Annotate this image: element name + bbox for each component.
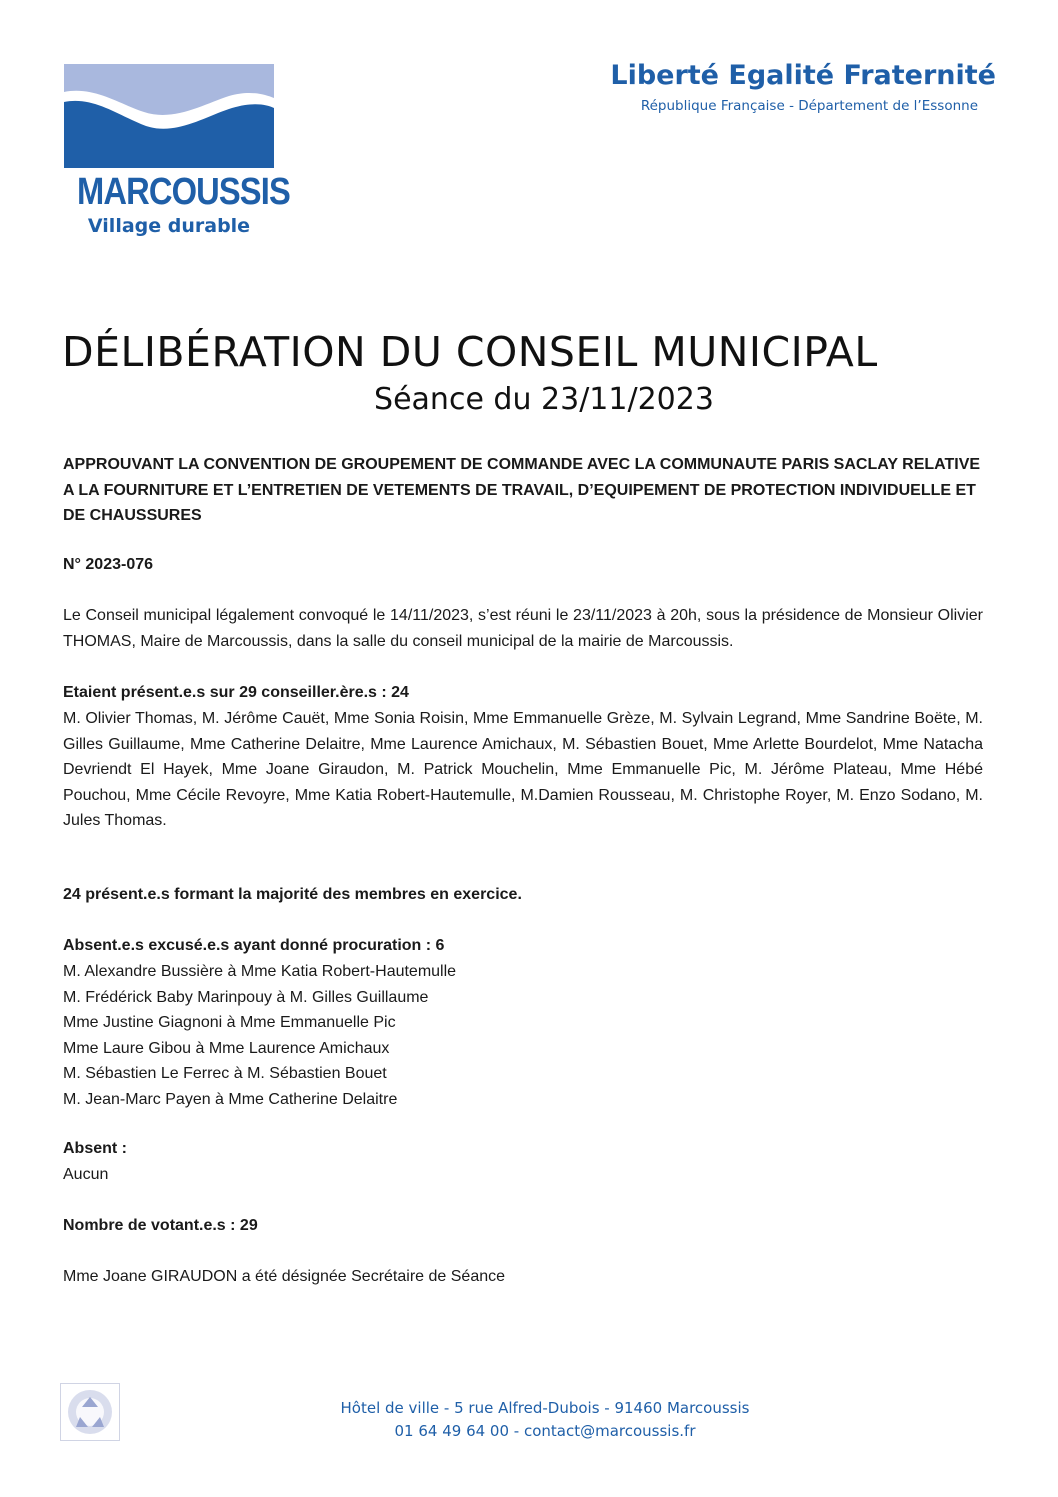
footer-contact: 01 64 49 64 00 - contact@marcoussis.fr: [394, 1422, 696, 1440]
logo-tagline: Village durable: [87, 215, 251, 237]
list-item: Mme Laure Gibou à Mme Laurence Amichaux: [63, 1039, 390, 1057]
footer-address: Hôtel de ville - 5 rue Alfred-Dubois - 91460 Marcoussis: [340, 1399, 750, 1417]
list-item: M. Jean-Marc Payen à Mme Catherine Delaitre: [63, 1090, 398, 1108]
proxy-title: Absent.e.s excusé.e.s ayant donné procuration : 6: [63, 937, 445, 954]
list-item: M. Frédérick Baby Marinpouy à M. Gilles Guillaume: [63, 988, 429, 1006]
absent-value: Aucun: [63, 1166, 109, 1183]
wave-logo-icon: [64, 64, 274, 168]
list-item: Mme Justine Giagnoni à Mme Emmanuelle Pic: [63, 1014, 396, 1031]
deliberation-heading: APPROUVANT LA CONVENTION DE GROUPEMENT DE COMMANDE AVEC LA COMMUNAUTE PARIS SACLAY RELATIVE A LA FOURNITURE ET L’ENTRETIEN DE VETEMENTS DE TRAVAIL, D’EQUIPEMENT DE PROTECTION INDIVIDUELLE ET DE CHAUSSURES: [63, 456, 981, 524]
present-title: Etaient présent.e.s sur 29 conseiller.ère.s : 24: [63, 684, 409, 701]
page-title: DÉLIBÉRATION DU CONSEIL MUNICIPAL: [62, 328, 878, 376]
session-date: Séance du 23/11/2023: [374, 382, 714, 417]
recycled-paper-icon: [60, 1383, 120, 1441]
secretary-statement: Mme Joane GIRAUDON a été désignée Secrétaire de Séance: [63, 1268, 506, 1285]
present-list: M. Olivier Thomas, M. Jérôme Cauët, Mme Sonia Roisin, Mme Emmanuelle Grèze, M. Sylvain Legrand, Mme Sandrine Boëte, M. Gilles Guillaume, Mme Catherine Delaitre, Mme Laurence Amichaux, M. Sébastien Bouet, Mme Arlette Bourdelot, Mme Natacha Devriendt El Hayek, Mme Joane Giraudon, M. Patrick Mouchelin, Mme Emmanuelle Pic, M. Jérôme Plateau, Mme Hébé Pouchou, Mme Cécile Revoyre, Mme Katia Robert-Hautemulle, M.Damien Rousseau, M. Christophe Royer, M. Enzo Sodano, M. Jules Thomas.: [63, 710, 983, 829]
logo-name: MARCOUSSIS: [76, 171, 290, 213]
national-motto: Liberté Egalité Fraternité: [610, 60, 996, 91]
deliberation-number: N° 2023-076: [63, 556, 154, 573]
list-item: M. Alexandre Bussière à Mme Katia Robert-Hautemulle: [63, 963, 457, 980]
list-item: M. Sébastien Le Ferrec à M. Sébastien Bouet: [63, 1065, 387, 1082]
motto-subtitle: République Française - Département de l’Essonne: [640, 98, 978, 114]
marcoussis-logo: [62, 64, 290, 242]
majority-statement: 24 présent.e.s formant la majorité des membres en exercice.: [63, 886, 522, 903]
voters-count: Nombre de votant.e.s : 29: [63, 1217, 258, 1234]
proxy-list: [63, 959, 983, 1112]
absent-title: Absent :: [63, 1140, 127, 1157]
convened-paragraph: Le Conseil municipal légalement convoqué le 14/11/2023, s’est réuni le 23/11/2023 à 20h, sous la présidence de Monsieur Olivier THOMAS, Maire de Marcoussis, dans la salle du conseil municipal de la mairie de Marcoussis.: [63, 607, 983, 650]
